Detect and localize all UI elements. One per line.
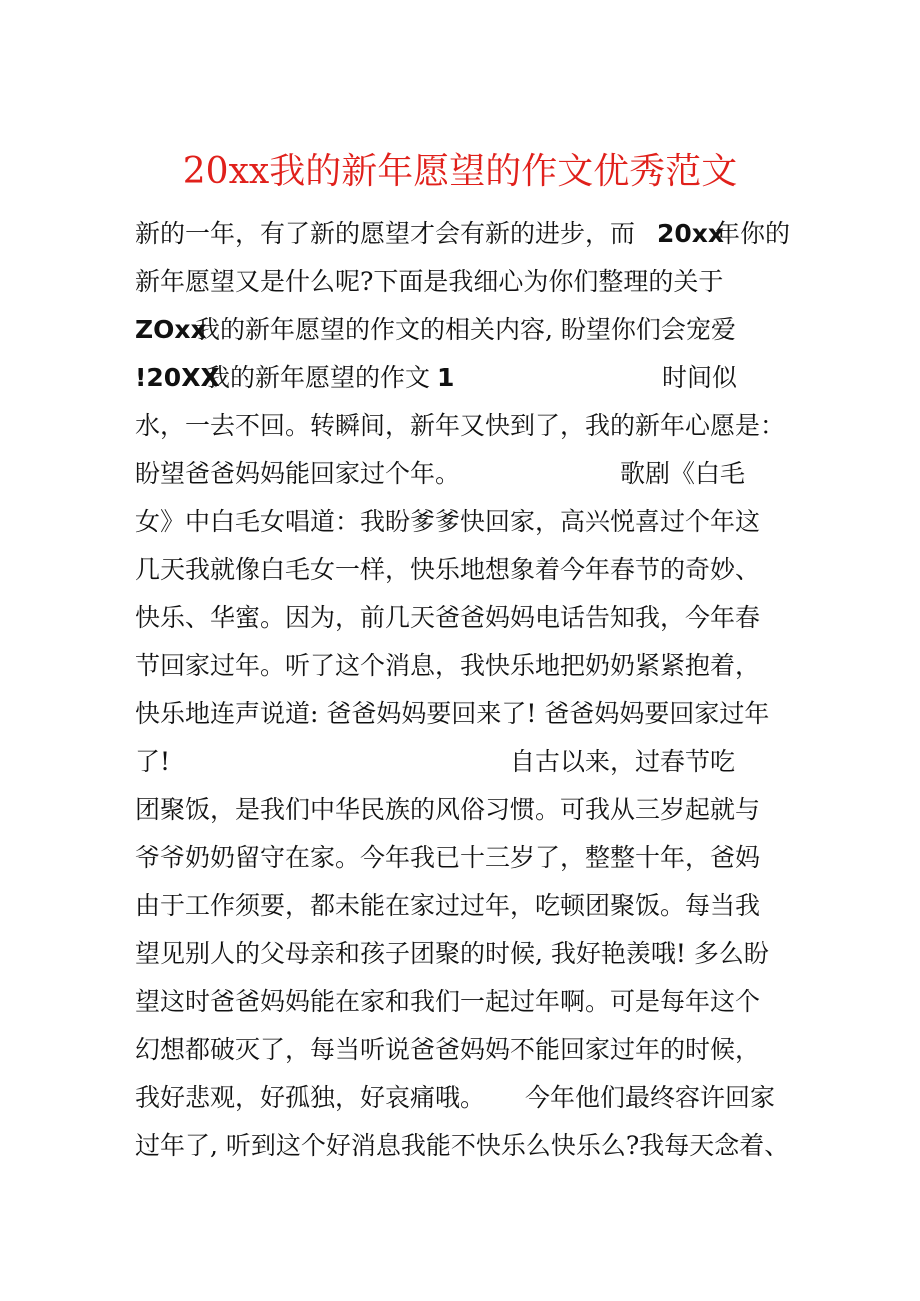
text-line (135, 546, 815, 594)
text-line (135, 978, 815, 1026)
text-line (135, 882, 815, 930)
text-line (135, 930, 815, 978)
text-segment: 团聚饭，是我们中华民族的风俗习惯。可我从三岁起就与 (135, 795, 761, 824)
text-line (135, 690, 815, 738)
text-segment: 年你的 (715, 219, 791, 248)
text-line (135, 1074, 815, 1122)
text-line (135, 306, 815, 354)
text-segment: 时间似 (662, 363, 738, 392)
text-line (135, 834, 815, 882)
document-body (135, 210, 815, 1170)
text-line (135, 786, 815, 834)
document-title: 20xx我的新年愿望的作文优秀范文 (182, 151, 738, 192)
text-line (135, 498, 815, 546)
text-segment: 节回家过年。听了这个消息，我快乐地把奶奶紧紧抱着， (135, 651, 761, 680)
text-segment: 过年了, 听到这个好消息我能不快乐么快乐么?我每天念着、 (135, 1131, 790, 1160)
text-line (135, 738, 815, 786)
text-line (135, 1026, 815, 1074)
text-segment: 水，一去不回。转瞬间，新年又快到了，我的新年心愿是： (135, 411, 786, 440)
text-segment: 快乐地连声说道: 爸爸妈妈要回来了! 爸爸妈妈要回家过年 (135, 699, 770, 728)
text-segment: 新的一年，有了新的愿望才会有新的进步，而 (135, 219, 636, 248)
text-segment: 自古以来，过春节吃 (510, 747, 736, 776)
text-segment: 爷爷奶奶留守在家。今年我已十三岁了，整整十年，爸妈 (135, 843, 761, 872)
text-line (135, 210, 815, 258)
text-segment: 幻想都破灭了，每当听说爸爸妈妈不能回家过年的时候， (135, 1035, 761, 1064)
text-segment: 我的新年愿望的作文 (205, 363, 431, 392)
text-segment: 新年愿望又是什么呢?下面是我细心为你们整理的关于 (135, 267, 724, 296)
text-line (135, 594, 815, 642)
text-segment: !20XX (135, 363, 220, 392)
text-line (135, 642, 815, 690)
text-segment: 快乐、华蜜。因为，前几天爸爸妈妈电话告知我，今年春 (135, 603, 761, 632)
text-line (135, 258, 815, 306)
text-segment: 歌剧《白毛 (620, 459, 746, 488)
text-segment: 了! (135, 747, 171, 776)
text-segment: 今年他们最终容许回家 (525, 1083, 776, 1112)
text-line (135, 354, 815, 402)
text-segment: 由于工作须要，都未能在家过过年，吃顿团聚饭。每当我 (135, 891, 761, 920)
text-line (135, 450, 815, 498)
text-segment: 我的新年愿望的作文的相关内容, 盼望你们会宠爱 (195, 315, 736, 344)
text-segment: 1 (437, 363, 455, 392)
text-segment: 盼望爸爸妈妈能回家过个年。 (135, 459, 461, 488)
text-segment: 20xx (657, 219, 725, 248)
text-segment: ZOxx (135, 315, 207, 344)
text-segment: 我好悲观，好孤独，好哀痛哦。 (135, 1083, 486, 1112)
text-segment: 女》中白毛女唱道：我盼爹爹快回家，高兴悦喜过个年这 (135, 507, 761, 536)
text-line (135, 402, 815, 450)
text-segment: 望这时爸爸妈妈能在家和我们一起过年啊。可是每年这个 (135, 987, 761, 1016)
text-segment: 几天我就像白毛女一样，快乐地想象着今年春节的奇妙、 (135, 555, 761, 584)
text-line (135, 1122, 815, 1170)
text-segment: 望见别人的父母亲和孩子团聚的时候, 我好艳羡哦! 多么盼 (135, 939, 769, 968)
